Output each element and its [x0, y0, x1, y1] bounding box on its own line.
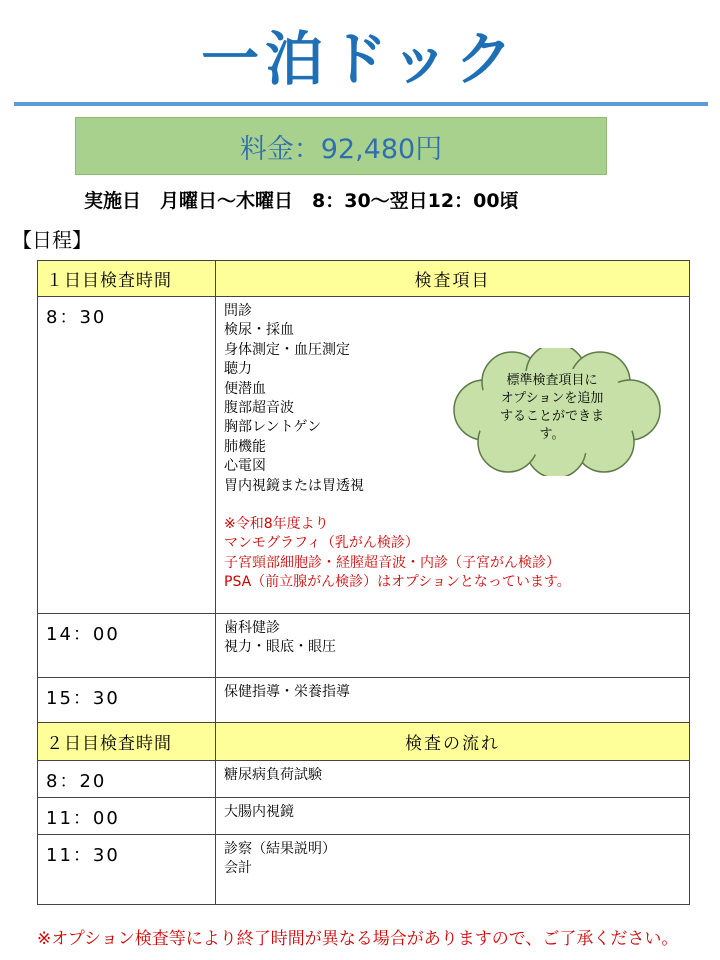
callout-line: す。 — [539, 427, 565, 442]
table-row — [38, 614, 690, 678]
page-title: 一泊ドック — [201, 25, 519, 93]
list-item: 心電図 — [224, 458, 266, 475]
option-note: 子宮頸部細胞診・経膣超音波・内診（子宮がん検診） — [224, 554, 560, 571]
items-cell — [216, 678, 690, 723]
callout-line: オプションを追加 — [500, 391, 604, 406]
callout-text — [482, 372, 622, 444]
list-item: 保健指導・栄養指導 — [224, 684, 350, 700]
day1-items-header: 検査項目 — [216, 261, 690, 297]
items-cell — [216, 835, 690, 905]
time-cell: 14：00 — [38, 614, 216, 678]
option-note: PSA（前立腺がん検診）はオプションとなっています。 — [224, 574, 571, 591]
items-cell — [216, 798, 690, 835]
table-row — [38, 678, 690, 723]
list-item: 胃内視鏡または胃透視 — [224, 477, 364, 494]
footnote: ※オプション検査等により終了時間が異なる場合がありますので、ご了承ください。 — [37, 929, 679, 949]
list-item: 視力・眼底・眼圧 — [224, 639, 336, 656]
fee-text: 料金：92,480円 — [239, 133, 443, 165]
list-item: 便潜血 — [224, 380, 266, 397]
option-note: マンモグラフィ（乳がん検診） — [224, 535, 419, 552]
day2-header-row — [38, 723, 690, 761]
list-item: 会計 — [224, 860, 252, 877]
callout-line: することができま — [499, 409, 604, 424]
list-item: 検尿・採血 — [224, 322, 294, 339]
list-item: 大腸内視鏡 — [224, 804, 294, 820]
time-cell: 8：30 — [38, 297, 216, 614]
list-item: 歯科健診 — [224, 620, 280, 636]
day2-time-header: ２日目検査時間 — [38, 723, 216, 761]
time-cell: 11：00 — [38, 798, 216, 835]
list-item: 診察（結果説明） — [224, 841, 336, 857]
fee-box — [75, 117, 607, 175]
list-item: 問診 — [224, 303, 252, 319]
list-item: 胸部レントゲン — [224, 419, 322, 436]
schedule-dates: 実施日 月曜日～木曜日 8：30～翌日12：00頃 — [84, 190, 519, 212]
table-row — [38, 761, 690, 798]
table-row — [38, 798, 690, 835]
items-cell — [216, 761, 690, 798]
schedule-label: 【日程】 — [12, 228, 92, 252]
list-item: 肺機能 — [224, 438, 266, 455]
option-note: ※令和8年度より — [224, 516, 329, 533]
time-cell: 15：30 — [38, 678, 216, 723]
title-divider — [14, 102, 708, 106]
items-cell — [216, 614, 690, 678]
time-cell: 8：20 — [38, 761, 216, 798]
list-item: 身体測定・血圧測定 — [224, 341, 350, 358]
day1-time-header: １日目検査時間 — [38, 261, 216, 297]
list-item: 糖尿病負荷試験 — [224, 767, 322, 783]
day2-items-header: 検査の流れ — [216, 723, 690, 761]
callout-line: 標準検査項目に — [506, 373, 598, 388]
table-row — [38, 835, 690, 905]
list-item: 腹部超音波 — [224, 400, 294, 417]
time-cell: 11：30 — [38, 835, 216, 905]
day1-header-row — [38, 261, 690, 297]
list-item: 聴力 — [224, 361, 252, 378]
